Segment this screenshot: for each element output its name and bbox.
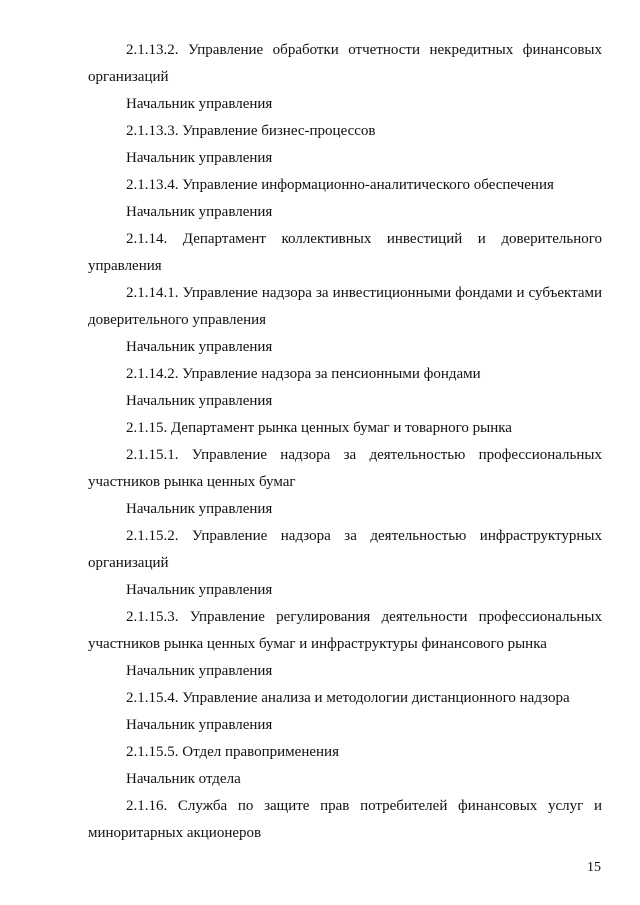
section-item-2-1-15: 2.1.15. Департамент рынка ценных бумаг и товарного рынка: [126, 420, 512, 436]
section-item-2-1-15-2: 2.1.15.2. Управление надзора за деятельностью инфраструктурных организаций: [88, 528, 602, 571]
section-item-2-1-14: 2.1.14. Департамент коллективных инвестиций и доверительного управления: [88, 231, 602, 274]
role-line: Начальник управления: [126, 663, 273, 679]
section-item-2-1-16: 2.1.16. Служба по защите прав потребителей финансовых услуг и миноритарных акционеров: [88, 798, 602, 841]
role-line: Начальник управления: [126, 501, 273, 517]
role-line: Начальник управления: [126, 717, 273, 733]
section-item-2-1-14-2: 2.1.14.2. Управление надзора за пенсионными фондами: [126, 366, 481, 382]
role-line: Начальник управления: [126, 393, 273, 409]
section-item-2-1-13-3: 2.1.13.3. Управление бизнес-процессов: [126, 123, 376, 139]
document-body: [88, 37, 602, 847]
section-item-2-1-15-4: 2.1.15.4. Управление анализа и методологии дистанционного надзора: [126, 690, 570, 706]
role-line: Начальник управления: [126, 150, 273, 166]
role-line: Начальник управления: [126, 582, 273, 598]
page-number: 15: [587, 860, 601, 875]
section-item-2-1-15-5: 2.1.15.5. Отдел правоприменения: [126, 744, 339, 760]
section-item-2-1-15-1: 2.1.15.1. Управление надзора за деятельностью профессиональных участников рынка ценных бумаг: [88, 447, 602, 490]
section-item-2-1-15-3: 2.1.15.3. Управление регулирования деятельности профессиональных участников рынка ценных бумаг и инфраструктуры финансового рынка: [88, 609, 602, 652]
role-line: Начальник отдела: [126, 771, 241, 787]
role-line: Начальник управления: [126, 204, 273, 220]
section-item-2-1-14-1: 2.1.14.1. Управление надзора за инвестиционными фондами и субъектами доверительного управления: [88, 285, 602, 328]
role-line: Начальник управления: [126, 96, 273, 112]
section-item-2-1-13-2: 2.1.13.2. Управление обработки отчетности некредитных финансовых организаций: [88, 42, 602, 85]
role-line: Начальник управления: [126, 339, 273, 355]
section-item-2-1-13-4: 2.1.13.4. Управление информационно-аналитического обеспечения: [126, 177, 554, 193]
